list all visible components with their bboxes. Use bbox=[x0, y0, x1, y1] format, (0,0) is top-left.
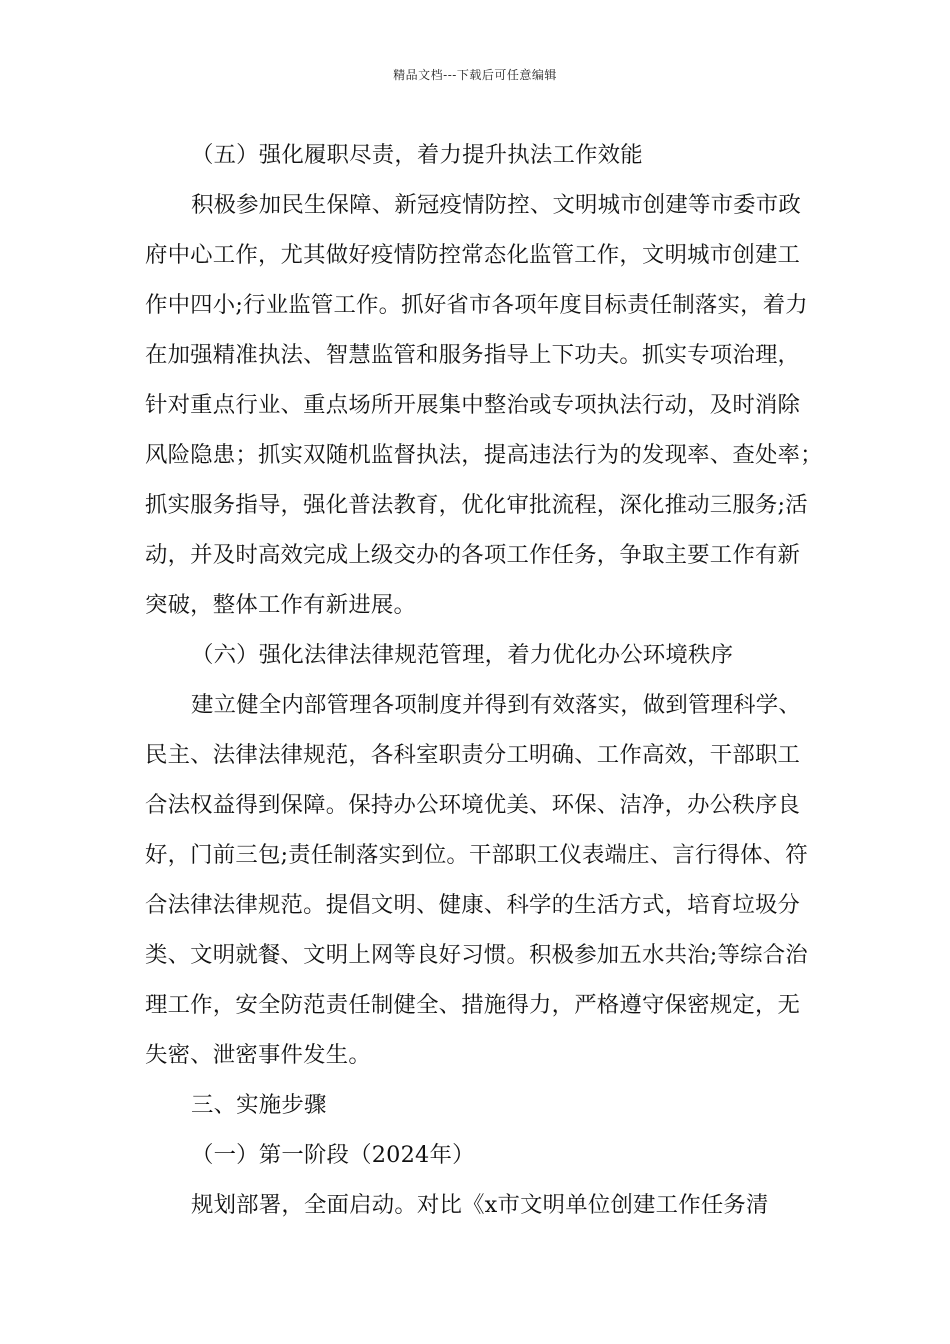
paragraph-line: 失密、泄密事件发生。 bbox=[145, 1042, 371, 1068]
paragraph-line: 民主、法律法律规范，各科室职责分工明确、工作高效，干部职工 bbox=[145, 742, 801, 768]
paragraph-line: 类、文明就餐、文明上网等良好习惯。积极参加五水共治;等综合治 bbox=[145, 942, 808, 968]
paragraph-line: 针对重点行业、重点场所开展集中整治或专项执法行动，及时消除 bbox=[145, 392, 801, 418]
paragraph-line: 府中心工作，尤其做好疫情防控常态化监管工作，文明城市创建工 bbox=[145, 242, 801, 268]
paragraph-line: 合法律法律规范。提倡文明、健康、科学的生活方式，培育垃圾分 bbox=[145, 892, 801, 918]
section-heading-3: 三、实施步骤 bbox=[191, 1092, 327, 1118]
paragraph-line: 积极参加民生保障、新冠疫情防控、文明城市创建等市委市政 bbox=[191, 192, 801, 218]
document-body bbox=[145, 130, 823, 1230]
paragraph-line: 规划部署，全面启动。对比《x市文明单位创建工作任务清 bbox=[191, 1192, 769, 1218]
paragraph-line: 动，并及时高效完成上级交办的各项工作任务，争取主要工作有新 bbox=[145, 542, 801, 568]
paragraph-line: 理工作，安全防范责任制健全、措施得力，严格遵守保密规定，无 bbox=[145, 992, 801, 1018]
paragraph-line: 好，门前三包;责任制落实到位。干部职工仪表端庄、言行得体、符 bbox=[145, 842, 808, 868]
paragraph-line: 抓实服务指导，强化普法教育，优化审批流程，深化推动三服务;活 bbox=[145, 492, 808, 518]
section-heading-5: （五）强化履职尽责，着力提升执法工作效能 bbox=[191, 142, 643, 168]
paragraph-line: 建立健全内部管理各项制度并得到有效落实，做到管理科学、 bbox=[191, 692, 801, 718]
page-header: 精品文档---下载后可任意编辑 bbox=[393, 68, 557, 82]
subsection-heading-1: （一）第一阶段（2024年） bbox=[191, 1142, 475, 1168]
section-heading-6: （六）强化法律法律规范管理，着力优化办公环境秩序 bbox=[191, 642, 734, 668]
paragraph-line: 风险隐患；抓实双随机监督执法，提高违法行为的发现率、查处率； bbox=[145, 442, 823, 468]
paragraph-line: 合法权益得到保障。保持办公环境优美、环保、洁净，办公秩序良 bbox=[145, 792, 801, 818]
paragraph-line: 作中四小;行业监管工作。抓好省市各项年度目标责任制落实，着力 bbox=[145, 292, 808, 318]
paragraph-line: 在加强精准执法、智慧监管和服务指导上下功夫。抓实专项治理， bbox=[145, 342, 801, 368]
paragraph-line: 突破，整体工作有新进展。 bbox=[145, 592, 417, 618]
